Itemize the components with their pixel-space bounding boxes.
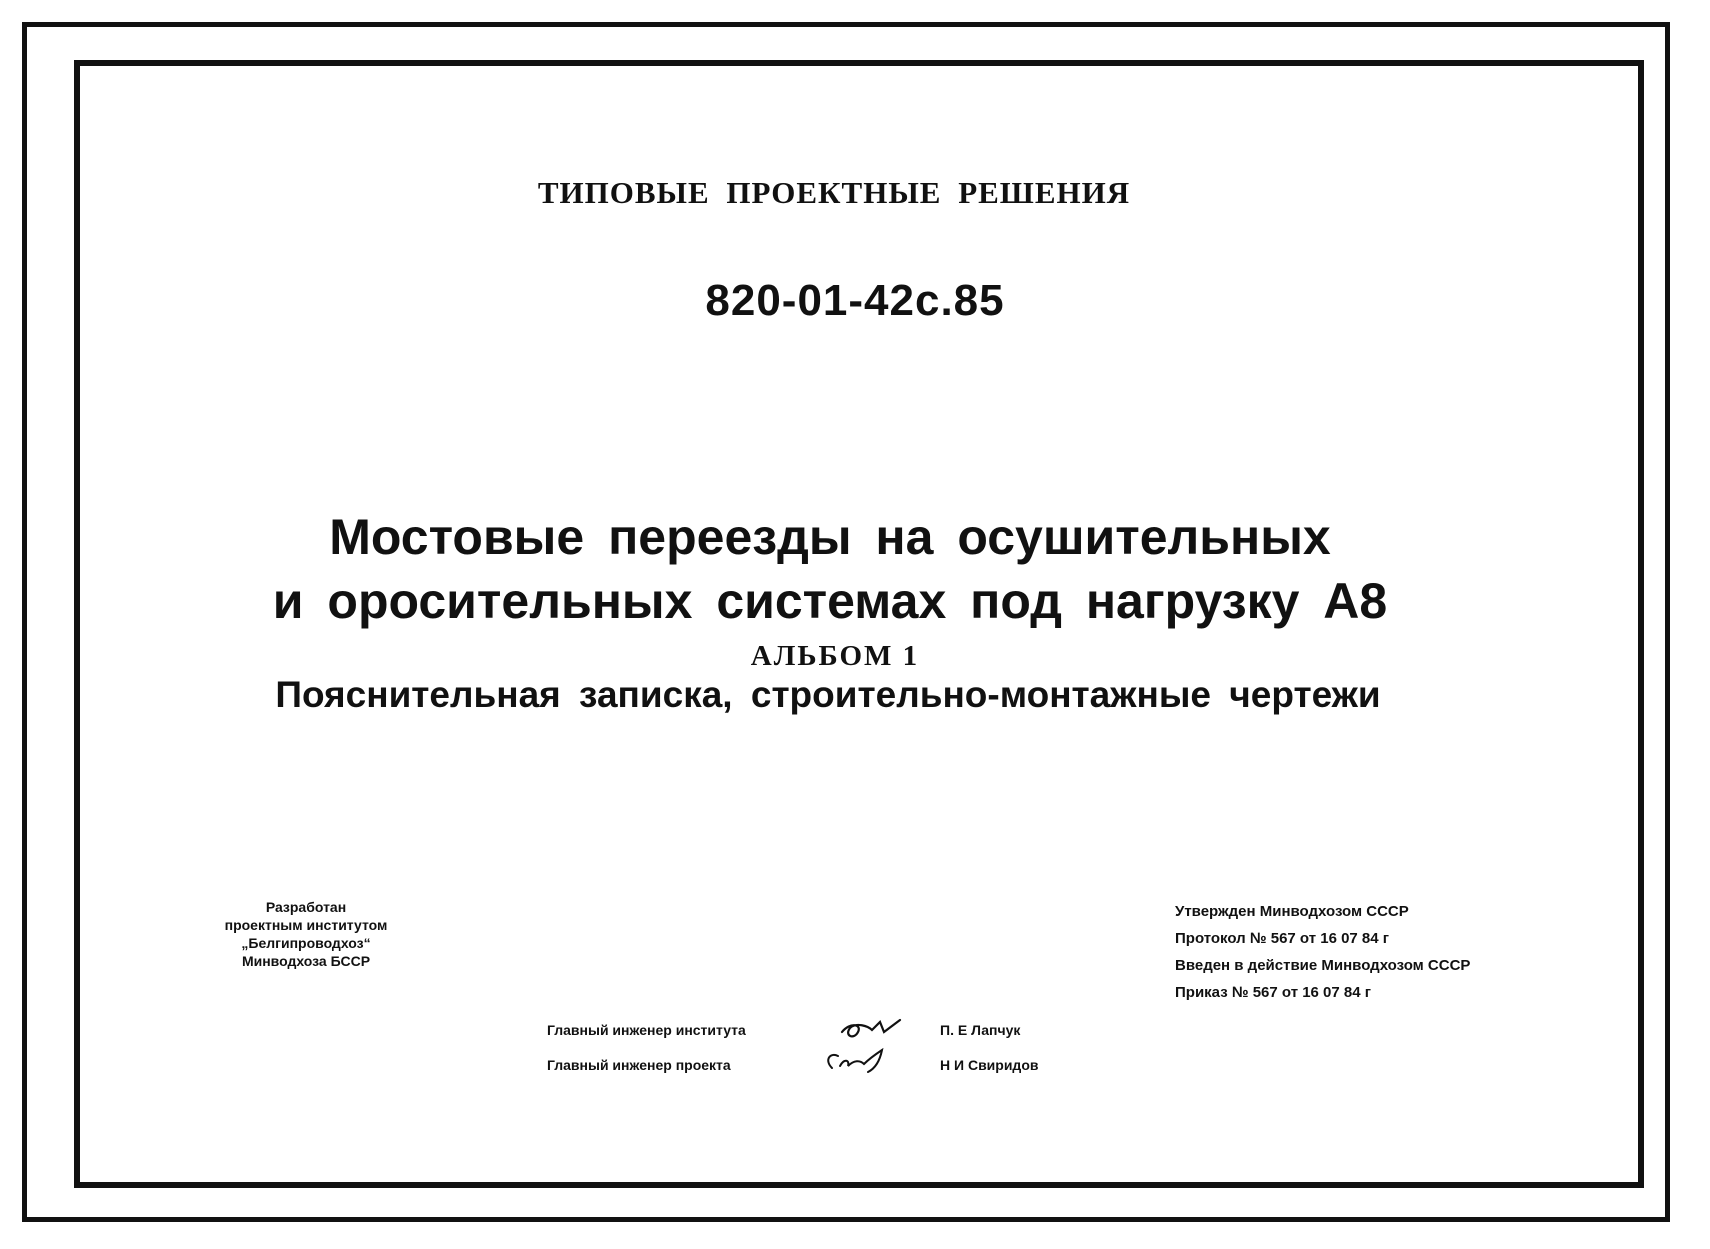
series-title: ТИПОВЫЕ ПРОЕКТНЫЕ РЕШЕНИЯ [537, 175, 1131, 210]
approval-line: Введен в действие Минводхозом СССР [1175, 957, 1471, 974]
signatory-name: Н И Свиридов [940, 1057, 1039, 1073]
developer-block [196, 898, 416, 970]
developer-line: проектным институтом [224, 917, 388, 933]
developer-line: „Белгипроводхоз“ [241, 935, 371, 951]
developer-line: Минводхоза БССР [241, 953, 371, 969]
developer-line: Разработан [265, 899, 347, 915]
approval-block [1175, 898, 1595, 1006]
main-title-line-1: Мостовые переезды на осушительных [329, 509, 1331, 565]
signatory-role: Главный инженер института [547, 1022, 746, 1038]
approval-line: Утвержден Минводхозом СССР [1175, 903, 1409, 920]
signatory-name: П. Е Лапчук [940, 1022, 1021, 1038]
main-title-line-2: и оросительных системах под нагрузку А8 [272, 573, 1388, 629]
document-code: 820-01-42с.85 [705, 276, 1005, 325]
approval-line: Протокол № 567 от 16 07 84 г [1175, 930, 1390, 947]
approval-line: Приказ № 567 от 16 07 84 г [1175, 984, 1372, 1001]
album-subtitle: Пояснительная записка, строительно-монтажные чертежи [275, 674, 1381, 715]
signatory-role: Главный инженер проекта [547, 1057, 731, 1073]
album-label: АЛЬБОМ 1 [750, 640, 920, 672]
handwritten-signature [810, 1010, 920, 1090]
